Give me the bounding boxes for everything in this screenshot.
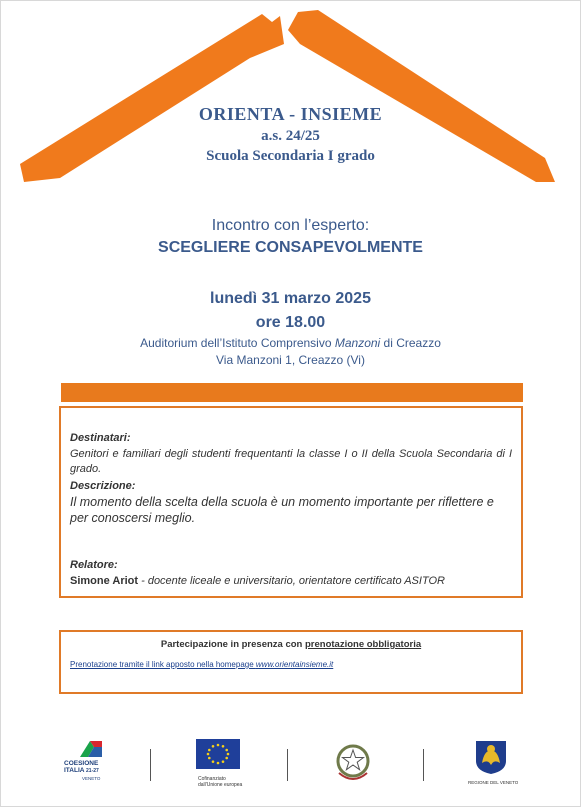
- logo-strip: [0, 735, 581, 795]
- italian-republic-emblem-icon: [333, 741, 373, 785]
- orange-divider-bar: [61, 383, 523, 402]
- descrizione-text: Il momento della scelta della scuola è un momento importante per riflettere e per conoscersi meglio.: [70, 495, 494, 525]
- regione-caption: REGIONE DEL VENETO: [468, 780, 519, 785]
- logo-separator: [287, 749, 288, 781]
- coesione-arrow-icon: [78, 737, 104, 759]
- event-topic: SCEGLIERE CONSAPEVOLMENTE: [158, 239, 423, 256]
- booking-box: [59, 630, 523, 694]
- school-year: a.s. 24/25: [261, 128, 320, 144]
- coesione-italia-line: [64, 767, 114, 775]
- event-address: Via Manzoni 1, Creazzo (Vi): [216, 353, 365, 367]
- coesione-word: COESIONE: [64, 760, 99, 767]
- prenotazione-obbligatoria: prenotazione obbligatoria: [305, 639, 422, 650]
- logo-separator: [423, 749, 424, 781]
- venue-name: Manzoni: [334, 336, 381, 350]
- project-title: ORIENTA - INSIEME: [198, 104, 383, 124]
- details-box: [59, 406, 523, 598]
- eu-caption-1: Cofinanziato: [198, 776, 226, 782]
- destinatari-text: Genitori e familiari degli studenti frequentanti la classe I o II della Scuola Secondaria di I grado.: [70, 448, 512, 475]
- italia-word: ITALIA: [64, 767, 85, 774]
- regione-veneto-logo: [468, 739, 524, 791]
- destinatari-label: Destinatari:: [70, 432, 131, 444]
- participation-note: [61, 639, 521, 650]
- event-venue: [0, 336, 581, 350]
- eu-caption-2: dall'Unione europea: [198, 782, 243, 788]
- relatore-name: Simone Ariot: [70, 575, 139, 587]
- coesione-text: [64, 760, 114, 782]
- descrizione-label: Descrizione:: [70, 480, 136, 492]
- eu-caption: [196, 776, 244, 788]
- event-time: ore 18.00: [255, 314, 326, 331]
- partecipazione-text: Partecipazione in presenza con: [160, 639, 305, 650]
- lion-of-st-mark-icon: [474, 739, 508, 775]
- event-date: lunedì 31 marzo 2025: [210, 290, 371, 307]
- relatore-line: [70, 575, 512, 587]
- booking-link-line[interactable]: [70, 660, 333, 669]
- roof-brushstroke: [0, 0, 581, 200]
- coesione-veneto: VENETO: [82, 776, 101, 781]
- booking-link-text: Prenotazione tramite il link apposto nella homepage: [70, 660, 256, 669]
- venue-pre: Auditorium dell’Istituto Comprensivo: [140, 336, 335, 350]
- event-intro: Incontro con l’esperto:: [211, 217, 370, 234]
- school-level: Scuola Secondaria I grado: [206, 148, 375, 164]
- logo-separator: [150, 749, 151, 781]
- eu-flag-icon: [196, 739, 240, 769]
- coesione-years: 21-27: [86, 768, 99, 774]
- eu-logo: [196, 739, 244, 789]
- venue-post: di Creazzo: [380, 336, 441, 350]
- coesione-italia-logo: [64, 737, 114, 791]
- relatore-role: - docente liceale e universitario, orientatore certificato ASITOR: [138, 575, 445, 587]
- booking-link-url[interactable]: www.orientainsieme.it: [255, 660, 334, 669]
- relatore-label: Relatore:: [70, 559, 118, 571]
